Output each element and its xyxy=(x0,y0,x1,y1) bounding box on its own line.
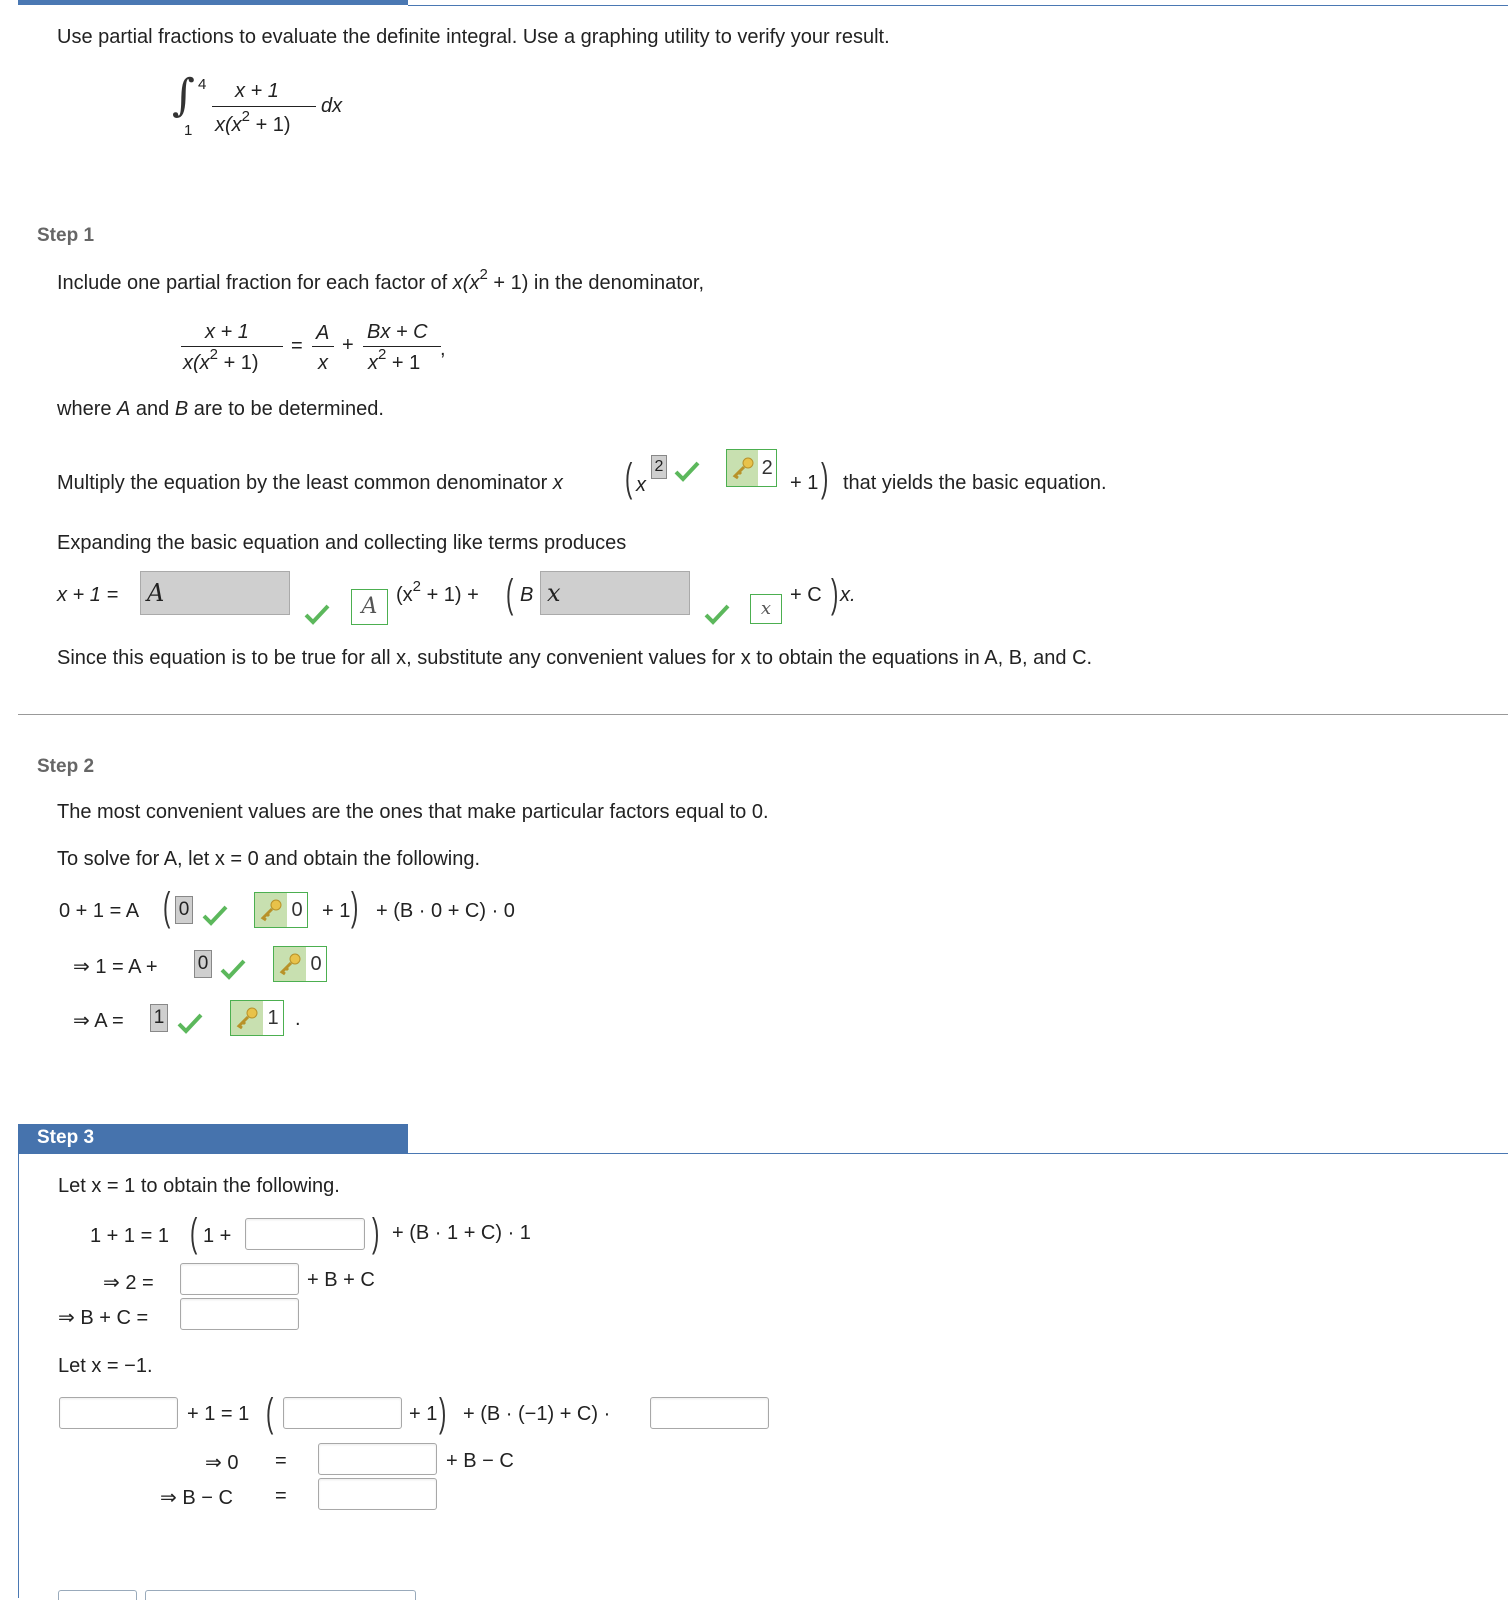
eq6-lhs: ⇒ B − C xyxy=(160,1487,233,1509)
step2-line3-period: . xyxy=(295,1008,301,1030)
solve-a-text: To solve for A, let x = 0 and obtain the following. xyxy=(57,848,481,870)
eq6-eq: = xyxy=(275,1485,287,1507)
step2-line1-answer-key[interactable] xyxy=(254,892,308,928)
step3-label: Step 3 xyxy=(18,1124,408,1154)
pf-a-numerator: A xyxy=(316,322,330,344)
x-term-answer[interactable]: x xyxy=(750,594,782,624)
basic-b: B xyxy=(520,584,534,606)
eq1-input[interactable] xyxy=(245,1218,365,1250)
submit-button[interactable] xyxy=(58,1590,137,1600)
eq4-lhs-input[interactable] xyxy=(59,1397,178,1429)
pf-left-denominator: $x(x^2 + 1)$ xyxy=(183,346,259,374)
step2-line2-answer-key[interactable] xyxy=(273,946,327,982)
basic-equation-lhs: x + 1 = xyxy=(57,584,119,606)
step2-label: Step 2 xyxy=(37,756,95,777)
where-text: where A and B are to be determined. xyxy=(57,398,384,420)
pf-comma: , xyxy=(440,338,446,360)
let-x-1-text: Let x = 1 to obtain the following. xyxy=(58,1175,340,1197)
integral-sign: ∫ xyxy=(172,70,195,121)
pf-equals: = xyxy=(291,335,303,357)
top-progress-bar xyxy=(18,0,408,5)
check-icon xyxy=(703,603,731,625)
pf-plus: + xyxy=(342,334,354,356)
step2-line3-lhs: ⇒ A = xyxy=(73,1010,124,1032)
step2-line1-mid: + 1 xyxy=(322,900,351,922)
lcd-x: x xyxy=(636,474,646,496)
differential: dx xyxy=(321,95,343,117)
upper-limit: 4 xyxy=(198,76,207,93)
step2-line3-answer-value: 1 xyxy=(267,1006,279,1029)
step2-line1-tail: + (B · 0 + C) · 0 xyxy=(376,900,515,922)
step2-line1-entry[interactable]: 0 xyxy=(175,896,193,924)
key-icon xyxy=(274,947,306,981)
step2-line3-answer-key[interactable] xyxy=(230,1000,284,1036)
step2-line1-answer-value: 0 xyxy=(291,898,303,921)
integrand-numerator: x + 1 xyxy=(235,80,279,102)
eq1-tail: + (B · 1 + C) · 1 xyxy=(392,1222,531,1244)
key-icon xyxy=(231,1001,263,1035)
eq4-inner-input[interactable] xyxy=(283,1397,402,1429)
lcd-answer-value: 2 xyxy=(761,456,773,479)
check-icon xyxy=(674,460,700,482)
pf-a-denominator: x xyxy=(318,352,328,374)
step2-line2-answer-value: 0 xyxy=(310,952,322,975)
eq5-lhs: ⇒ 0 xyxy=(205,1452,239,1474)
multiply-text: Multiply the equation by the least common denominator x xyxy=(57,472,563,494)
step2-line2-entry[interactable]: 0 xyxy=(194,950,212,978)
eq5-eq: = xyxy=(275,1450,287,1472)
eq2-tail: + B + C xyxy=(307,1269,375,1291)
eq2-input[interactable] xyxy=(180,1263,299,1295)
eq1-inner: 1 + xyxy=(203,1225,232,1247)
step1-intro: Include one partial fraction for each factor of $x(x^2 + 1)$ in the denominator, xyxy=(57,266,705,294)
let-x-neg1-text: Let x = −1. xyxy=(58,1355,153,1377)
integrand-denominator: $x(x^2 + 1)$ xyxy=(215,108,291,136)
lcd-plus-one: + 1 xyxy=(790,472,819,494)
pf-left-numerator: x + 1 xyxy=(205,321,249,343)
check-icon xyxy=(177,1012,203,1034)
eq4-plus-one: + 1 xyxy=(409,1403,438,1425)
eq2-lhs: ⇒ 2 = xyxy=(103,1272,154,1294)
multiply-post: that yields the basic equation. xyxy=(843,472,1107,494)
problem-instruction: Use partial fractions to evaluate the definite integral. Use a graphing utility to verify your result. xyxy=(57,26,890,48)
basic-end: x. xyxy=(840,584,856,606)
lcd-exponent-entry[interactable]: 2 xyxy=(651,455,667,479)
x-term-entry[interactable]: x xyxy=(540,571,690,615)
step1-label: Step 1 xyxy=(37,225,95,246)
check-icon xyxy=(303,603,331,625)
step2-line3-entry[interactable]: 1 xyxy=(150,1004,168,1032)
skip-button[interactable] xyxy=(145,1590,416,1600)
eq5-tail: + B − C xyxy=(446,1450,514,1472)
basic-tail: + C xyxy=(790,584,822,606)
key-icon xyxy=(255,893,287,927)
expanding-text: Expanding the basic equation and collecting like terms produces xyxy=(57,532,627,554)
key-icon xyxy=(727,450,758,486)
check-icon xyxy=(220,958,246,980)
since-text: Since this equation is to be true for all x, substitute any convenient values for x to obtain the equations in A, B, and C. xyxy=(57,647,1093,669)
convenient-text: The most convenient values are the ones that make particular factors equal to 0. xyxy=(57,801,769,823)
step-divider xyxy=(18,714,1508,715)
coefficient-a-answer[interactable]: A xyxy=(351,589,388,625)
eq3-input[interactable] xyxy=(180,1298,299,1330)
eq4-tail: + (B · (−1) + C) · xyxy=(463,1403,611,1425)
eq4-mid: + 1 = 1 xyxy=(187,1403,250,1425)
step2-line1-lhs: 0 + 1 = A xyxy=(59,900,140,922)
coefficient-a-entry[interactable]: A xyxy=(140,571,290,615)
step2-line2-lhs: ⇒ 1 = A + xyxy=(73,956,158,978)
eq5-input[interactable] xyxy=(318,1443,437,1475)
pf-b-denominator: $x^2 + 1$ xyxy=(368,346,421,374)
eq6-input[interactable] xyxy=(318,1478,437,1510)
top-divider xyxy=(408,5,1508,6)
eq4-rhs-input[interactable] xyxy=(650,1397,769,1429)
eq3-lhs: ⇒ B + C = xyxy=(58,1307,149,1329)
lower-limit: 1 xyxy=(184,122,193,139)
check-icon xyxy=(202,904,228,926)
pf-b-numerator: Bx + C xyxy=(367,321,428,343)
eq1-lhs: 1 + 1 = 1 xyxy=(90,1225,169,1247)
basic-mid: $(x^2 + 1)$ + xyxy=(396,578,479,606)
lcd-answer-key[interactable] xyxy=(726,449,777,487)
